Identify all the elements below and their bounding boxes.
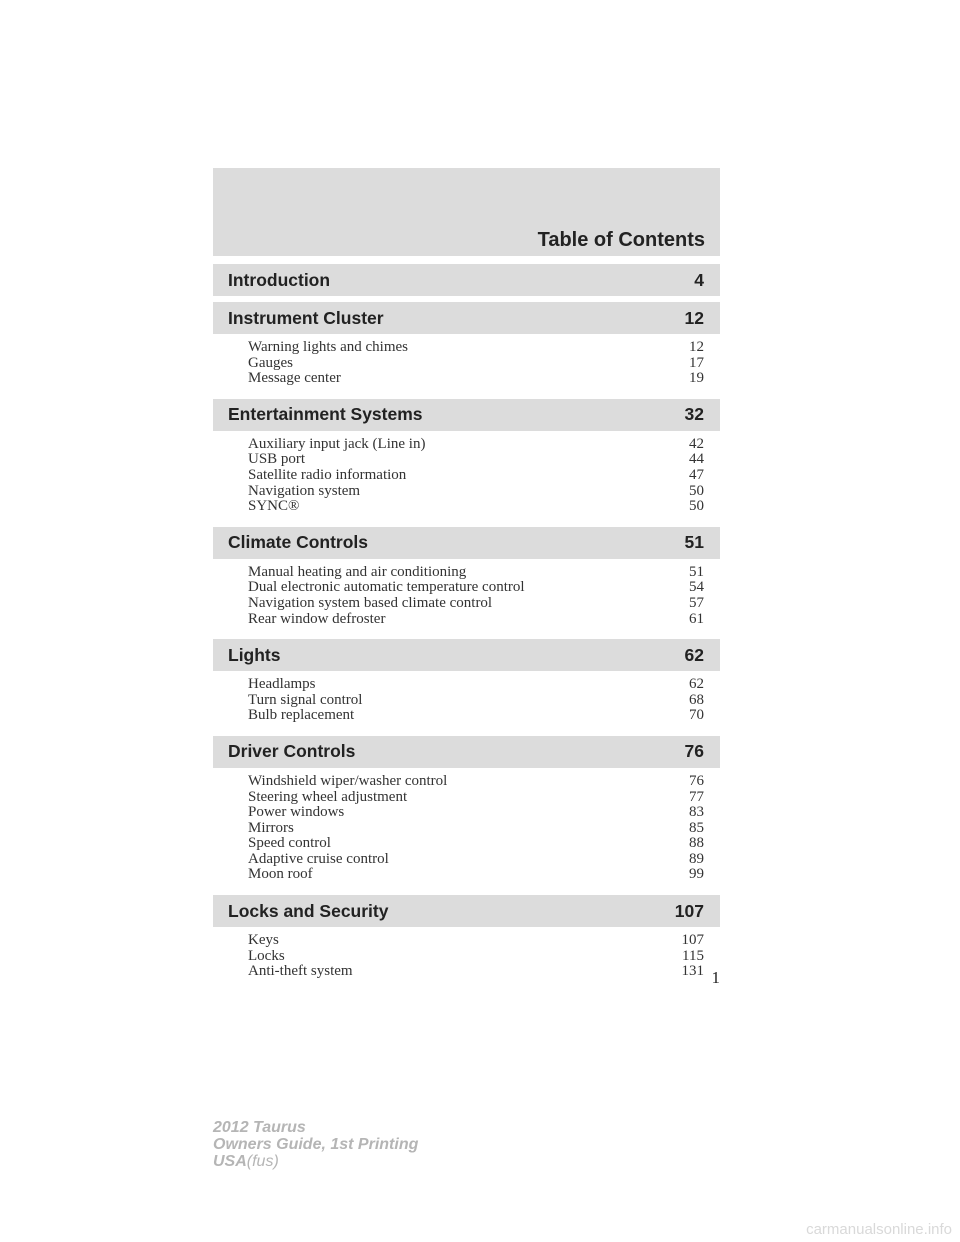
toc-entry[interactable] <box>248 949 704 965</box>
toc-entry-list <box>213 559 720 639</box>
entry-label: Mirrors <box>248 819 294 836</box>
entry-page: 50 <box>689 498 704 515</box>
toc-section <box>213 639 720 736</box>
entry-page: 51 <box>689 563 704 580</box>
entry-page: 88 <box>689 835 704 852</box>
entry-page: 44 <box>689 451 704 468</box>
entry-page: 70 <box>689 707 704 724</box>
toc-entry[interactable] <box>248 452 704 468</box>
toc-entry[interactable] <box>248 677 704 693</box>
toc-entry[interactable] <box>248 964 704 980</box>
entry-page: 54 <box>689 579 704 596</box>
entry-page: 131 <box>681 963 704 980</box>
entry-page: 99 <box>689 866 704 883</box>
entry-label: Manual heating and air conditioning <box>248 563 467 580</box>
entry-label: Turn signal control <box>248 691 363 708</box>
entry-page: 115 <box>682 947 704 964</box>
toc-entry[interactable] <box>248 356 704 372</box>
entry-page: 77 <box>689 788 704 805</box>
entry-page: 85 <box>689 819 704 836</box>
toc-entry[interactable] <box>248 790 704 806</box>
entry-label: Anti-theft system <box>248 963 353 980</box>
toc-section-header[interactable] <box>213 302 720 334</box>
toc-section-header[interactable] <box>213 895 720 927</box>
toc-section-header[interactable] <box>213 639 720 671</box>
toc-section <box>213 895 720 992</box>
entry-label: Gauges <box>248 354 293 371</box>
toc-entry[interactable] <box>248 867 704 883</box>
toc-entry[interactable] <box>248 708 704 724</box>
entry-label: Headlamps <box>248 676 316 693</box>
section-page: 62 <box>684 644 704 665</box>
section-page: 4 <box>694 269 704 290</box>
entry-page: 107 <box>681 932 704 949</box>
entry-page: 17 <box>689 354 704 371</box>
toc-section <box>213 399 720 527</box>
toc-section-header[interactable] <box>213 527 720 559</box>
section-title: Instrument Cluster <box>228 307 384 328</box>
toc-entry-list <box>213 431 720 527</box>
footer-region-suffix: (fus) <box>246 1153 279 1170</box>
toc-section-header[interactable] <box>213 736 720 768</box>
entry-label: Windshield wiper/washer control <box>248 772 448 789</box>
toc-entry[interactable] <box>248 805 704 821</box>
section-title: Climate Controls <box>228 532 369 553</box>
entry-label: Keys <box>248 932 279 949</box>
entry-label: Satellite radio information <box>248 466 407 483</box>
toc-entry[interactable] <box>248 468 704 484</box>
entry-label: Message center <box>248 370 341 387</box>
entry-label: Warning lights and chimes <box>248 339 409 355</box>
toc-entry[interactable] <box>248 565 704 581</box>
toc-section <box>213 527 720 639</box>
section-title: Lights <box>228 644 281 665</box>
section-page: 76 <box>684 741 704 762</box>
toc-section-header[interactable] <box>213 399 720 431</box>
entry-page: 62 <box>689 676 704 693</box>
toc-entry-list <box>213 671 720 736</box>
toc-entry[interactable] <box>248 484 704 500</box>
section-title: Driver Controls <box>228 741 356 762</box>
entry-label: Rear window defroster <box>248 610 386 627</box>
footer-model: 2012 Taurus <box>213 1119 306 1136</box>
page-number: 1 <box>711 968 720 987</box>
entry-label: Navigation system <box>248 482 361 499</box>
page-title: Table of Contents <box>537 229 705 251</box>
entry-page: 68 <box>689 691 704 708</box>
toc-entry[interactable] <box>248 693 704 709</box>
toc-entry[interactable] <box>248 499 704 515</box>
section-page: 51 <box>684 532 704 553</box>
watermark: carmanualsonline.info <box>806 1221 952 1238</box>
section-page: 107 <box>674 900 704 921</box>
footer-guide: Owners Guide, 1st Printing <box>213 1136 419 1153</box>
entry-page: 19 <box>689 370 704 387</box>
toc-entry[interactable] <box>248 340 704 356</box>
title-block <box>213 168 720 256</box>
toc-section <box>213 736 720 895</box>
entry-label: Speed control <box>248 835 331 852</box>
entry-page: 89 <box>689 850 704 867</box>
entry-page: 76 <box>689 772 704 789</box>
toc-entry-list <box>213 768 720 895</box>
entry-page: 83 <box>689 804 704 821</box>
entry-page: 57 <box>689 594 704 611</box>
entry-page: 50 <box>689 482 704 499</box>
toc-entry[interactable] <box>248 596 704 612</box>
toc-section-header[interactable] <box>213 264 720 296</box>
entry-label: Moon roof <box>248 866 313 883</box>
toc-section <box>213 264 720 302</box>
entry-label: Locks <box>248 947 285 964</box>
toc-entry[interactable] <box>248 933 704 949</box>
entry-label: Power windows <box>248 804 345 821</box>
section-page: 12 <box>684 307 704 328</box>
toc-entry[interactable] <box>248 371 704 387</box>
toc-entry[interactable] <box>248 821 704 837</box>
toc-entry-list <box>213 927 720 992</box>
entry-label: Steering wheel adjustment <box>248 788 408 805</box>
entry-label: USB port <box>248 451 306 468</box>
footer-region-code: USA <box>213 1153 247 1170</box>
table-of-contents <box>213 264 720 992</box>
entry-label: Bulb replacement <box>248 707 355 724</box>
toc-entry[interactable] <box>248 852 704 868</box>
entry-label: SYNC® <box>248 498 300 515</box>
entry-label: Auxiliary input jack (Line in) <box>248 435 426 452</box>
section-title: Introduction <box>228 269 331 290</box>
toc-entry[interactable] <box>248 612 704 628</box>
entry-label: Navigation system based climate control <box>248 594 493 611</box>
footer-region <box>213 1153 418 1170</box>
document-footer <box>213 1119 418 1170</box>
toc-entry[interactable] <box>248 437 704 453</box>
toc-section <box>213 302 720 399</box>
entry-page: 42 <box>689 435 704 452</box>
section-title: Entertainment Systems <box>228 404 423 425</box>
entry-page: 61 <box>689 610 704 627</box>
entry-label: Adaptive cruise control <box>248 850 389 867</box>
entry-label: Dual electronic automatic temperature control <box>248 579 525 596</box>
toc-entry-list <box>213 334 720 399</box>
section-title: Locks and Security <box>228 900 389 921</box>
entry-page: 12 <box>689 339 704 355</box>
toc-entry[interactable] <box>248 836 704 852</box>
section-page: 32 <box>684 404 704 425</box>
toc-entry[interactable] <box>248 580 704 596</box>
toc-entry[interactable] <box>248 774 704 790</box>
entry-page: 47 <box>689 466 704 483</box>
